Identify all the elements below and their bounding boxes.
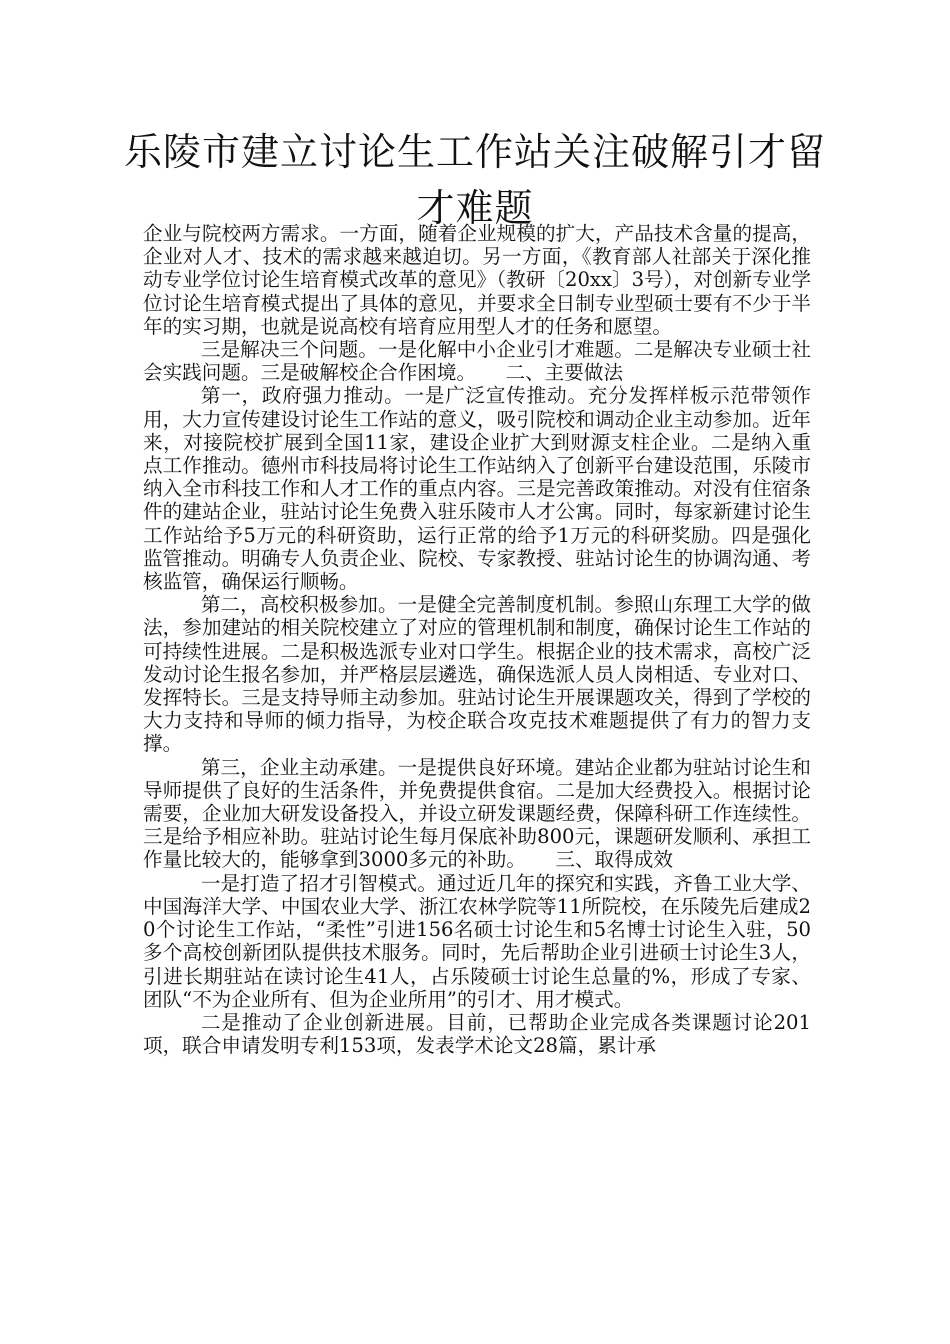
paragraph-7: 二是推动了企业创新进展。目前，已帮助企业完成各类课题讨论201项，联合申请发明专利153项，发表学术论文28篇，累计承 (143, 1010, 811, 1058)
paragraph-1: 企业与院校两方需求。一方面，随着企业规模的扩大，产品技术含量的提高，企业对人才、技术的需求越来越迫切。另一方面，《教育部人社部关于深化推动专业学位讨论生培育模式改革的意见》（教研〔20xx〕3号），对创新专业学位讨论生培育模式提出了具体的意见，并要求全日制专业型硕士要有不少于半年的实习期，也就是说高校有培育应用型人才的任务和愿望。 (143, 222, 811, 338)
document-body (143, 222, 811, 1057)
paragraph-6: 一是打造了招才引智模式。通过近几年的探究和实践，齐鲁工业大学、中国海洋大学、中国农业大学、浙江农林学院等11所院校，在乐陵先后建成20个讨论生工作站，“柔性”引进156名硕士讨论生和5名博士讨论生入驻，50多个高校创新团队提供技术服务。同时，先后帮助企业引进硕士讨论生3人，引进长期驻站在读讨论生41人，占乐陵硕士讨论生总量的%，形成了专家、团队“不为企业所有、但为企业所用”的引才、用才模式。 (143, 871, 811, 1011)
document-title: 乐陵市建立讨论生工作站关注破解引才留才难题 (123, 130, 826, 230)
paragraph-5: 第三，企业主动承建。一是提供良好环境。建站企业都为驻站讨论生和导师提供了良好的生活条件，并免费提供食宿。二是加大经费投入。根据讨论需要，企业加大研发设备投入，并设立研发课题经费，保障科研工作连续性。三是给予相应补助。驻站讨论生每月保底补助800元，课题研发顺利、承担工作量比较大的，能够拿到3000多元的补助。 三、取得成效 (143, 755, 811, 872)
paragraph-2: 三是解决三个问题。一是化解中小企业引才难题。二是解决专业硕士社会实践问题。三是破解校企合作困境。 二、主要做法 (143, 338, 811, 385)
paragraph-3: 第一，政府强力推动。一是广泛宣传推动。充分发挥样板示范带领作用，大力宣传建设讨论生工作站的意义，吸引院校和调动企业主动参加。近年来，对接院校扩展到全国11家，建设企业扩大到财源支柱企业。二是纳入重点工作推动。德州市科技局将讨论生工作站纳入了创新平台建设范围，乐陵市纳入全市科技工作和人才工作的重点内容。三是完善政策推动。对没有住宿条件的建站企业，驻站讨论生免费入驻乐陵市人才公寓。同时，每家新建讨论生工作站给予5万元的科研资助，运行正常的给予1万元的科研奖励。四是强化监管推动。明确专人负责企业、院校、专家教授、驻站讨论生的协调沟通、考核监管，确保运行顺畅。 (143, 384, 811, 594)
paragraph-4: 第二，高校积极参加。一是健全完善制度机制。参照山东理工大学的做法，参加建站的相关院校建立了对应的管理机制和制度，确保讨论生工作站的可持续性进展。二是积极选派专业对口学生。根据企业的技术需求，高校广泛发动讨论生报名参加，并严格层层遴选，确保选派人员人岗相适、专业对口、发挥特长。三是支持导师主动参加。驻站讨论生开展课题攻关，得到了学校的大力支持和导师的倾力指导，为校企联合攻克技术难题提供了有力的智力支撑。 (143, 593, 811, 756)
